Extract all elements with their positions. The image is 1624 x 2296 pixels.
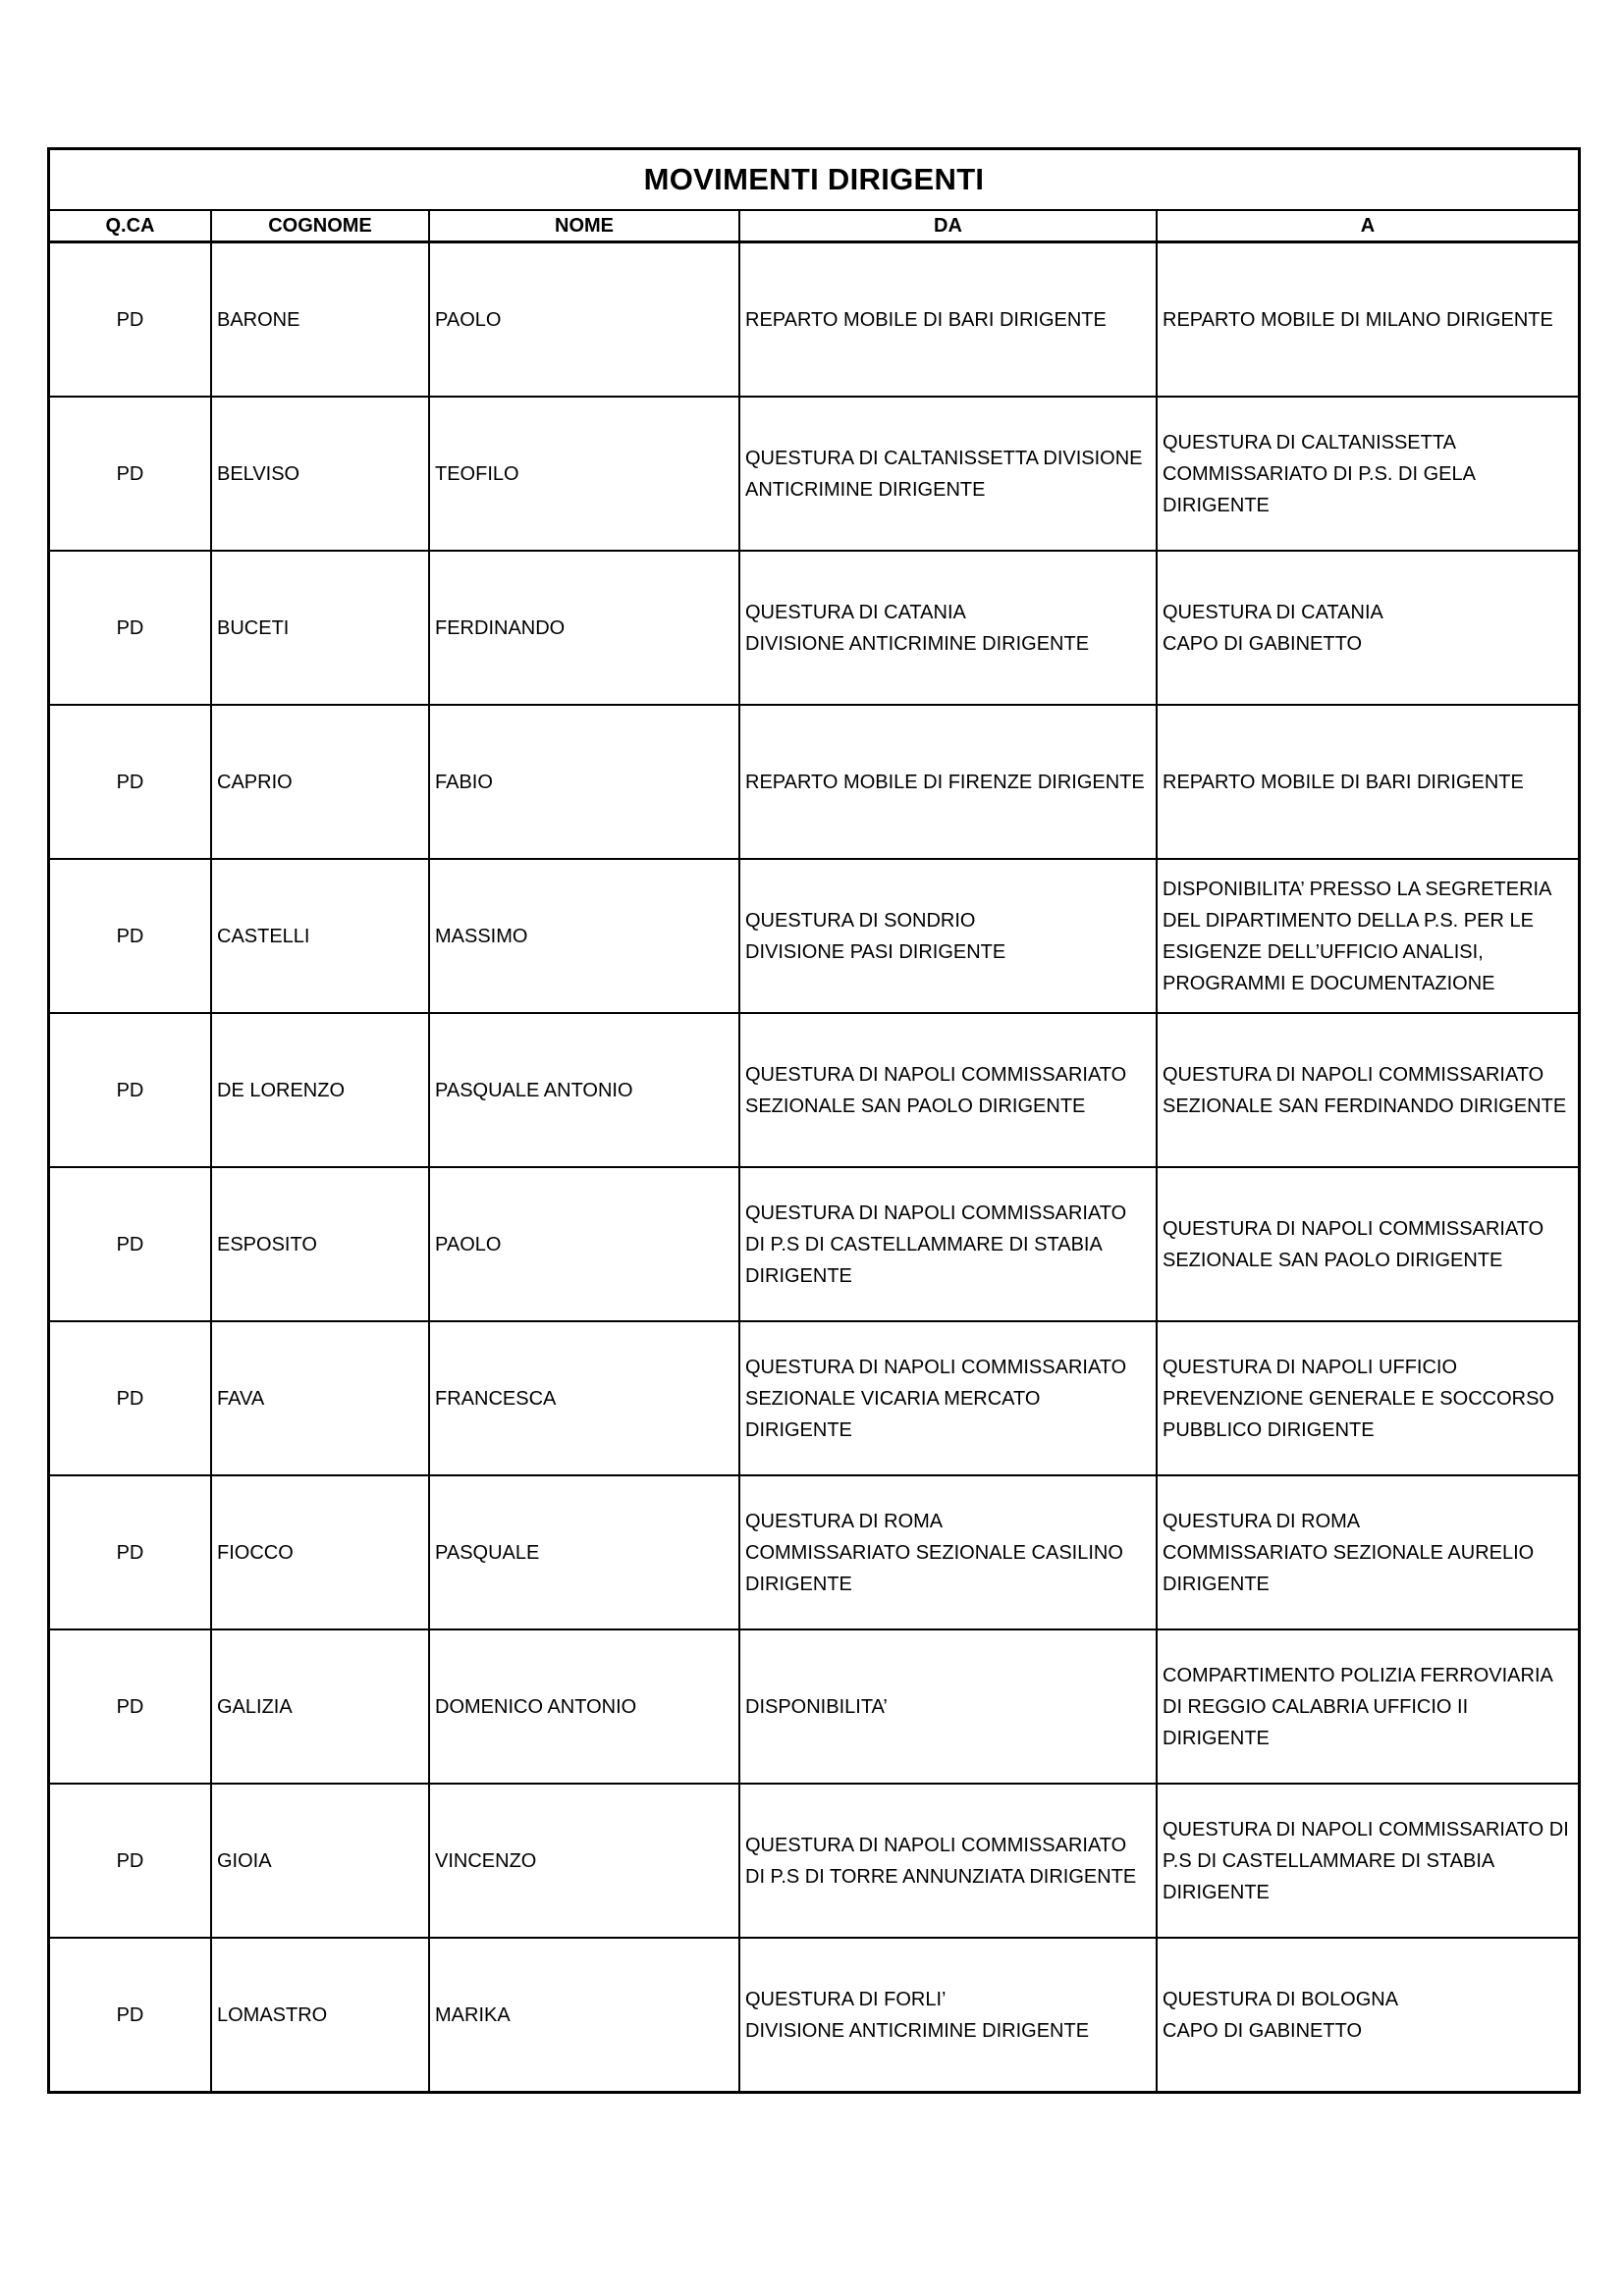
cell-qca: PD (50, 1784, 211, 1938)
cell-cognome: GALIZIA (211, 1629, 429, 1784)
column-header-a: A (1157, 211, 1578, 242)
cell-nome: PAOLO (429, 1167, 739, 1321)
cell-qca: PD (50, 705, 211, 859)
table-row (50, 1475, 1578, 1629)
cell-da: QUESTURA DI NAPOLI COMMISSARIATO SEZIONALE SAN PAOLO DIRIGENTE (739, 1013, 1157, 1167)
table-row (50, 242, 1578, 398)
cell-qca: PD (50, 1321, 211, 1475)
table-row (50, 1013, 1578, 1167)
cell-qca: PD (50, 859, 211, 1013)
cell-da: DISPONIBILITA’ (739, 1629, 1157, 1784)
cell-qca: PD (50, 1938, 211, 2091)
cell-cognome: CASTELLI (211, 859, 429, 1013)
cell-cognome: ESPOSITO (211, 1167, 429, 1321)
column-header-da: DA (739, 211, 1157, 242)
table-row (50, 1784, 1578, 1938)
cell-cognome: BUCETI (211, 551, 429, 705)
cell-nome: PASQUALE (429, 1475, 739, 1629)
cell-nome: PAOLO (429, 242, 739, 398)
cell-nome: MARIKA (429, 1938, 739, 2091)
cell-da: QUESTURA DI NAPOLI COMMISSARIATO DI P.S DI TORRE ANNUNZIATA DIRIGENTE (739, 1784, 1157, 1938)
cell-qca: PD (50, 1013, 211, 1167)
table-row (50, 1321, 1578, 1475)
cell-qca: PD (50, 397, 211, 551)
cell-a: QUESTURA DI CATANIA CAPO DI GABINETTO (1157, 551, 1578, 705)
cell-cognome: LOMASTRO (211, 1938, 429, 2091)
cell-nome: FERDINANDO (429, 551, 739, 705)
cell-da: QUESTURA DI CALTANISSETTA DIVISIONE ANTICRIMINE DIRIGENTE (739, 397, 1157, 551)
table-row (50, 1938, 1578, 2091)
document-title: MOVIMENTI DIRIGENTI (50, 150, 1578, 211)
movements-table (50, 211, 1578, 2091)
cell-a: REPARTO MOBILE DI MILANO DIRIGENTE (1157, 242, 1578, 398)
cell-da: QUESTURA DI SONDRIO DIVISIONE PASI DIRIGENTE (739, 859, 1157, 1013)
table-row (50, 551, 1578, 705)
cell-da: QUESTURA DI NAPOLI COMMISSARIATO SEZIONALE VICARIA MERCATO DIRIGENTE (739, 1321, 1157, 1475)
cell-cognome: BARONE (211, 242, 429, 398)
cell-nome: FRANCESCA (429, 1321, 739, 1475)
cell-cognome: GIOIA (211, 1784, 429, 1938)
cell-a: COMPARTIMENTO POLIZIA FERROVIARIA DI REGGIO CALABRIA UFFICIO II DIRIGENTE (1157, 1629, 1578, 1784)
table-row (50, 1629, 1578, 1784)
column-header-nome: NOME (429, 211, 739, 242)
cell-a: QUESTURA DI NAPOLI UFFICIO PREVENZIONE GENERALE E SOCCORSO PUBBLICO DIRIGENTE (1157, 1321, 1578, 1475)
cell-qca: PD (50, 1475, 211, 1629)
cell-da: QUESTURA DI CATANIA DIVISIONE ANTICRIMINE DIRIGENTE (739, 551, 1157, 705)
cell-a: QUESTURA DI NAPOLI COMMISSARIATO SEZIONALE SAN FERDINANDO DIRIGENTE (1157, 1013, 1578, 1167)
cell-cognome: BELVISO (211, 397, 429, 551)
cell-da: REPARTO MOBILE DI FIRENZE DIRIGENTE (739, 705, 1157, 859)
cell-cognome: CAPRIO (211, 705, 429, 859)
cell-a: REPARTO MOBILE DI BARI DIRIGENTE (1157, 705, 1578, 859)
cell-a: DISPONIBILITA’ PRESSO LA SEGRETERIA DEL DIPARTIMENTO DELLA P.S. PER LE ESIGENZE DELL’UFFICIO ANALISI, PROGRAMMI E DOCUMENTAZIONE (1157, 859, 1578, 1013)
cell-nome: TEOFILO (429, 397, 739, 551)
cell-qca: PD (50, 1629, 211, 1784)
cell-nome: FABIO (429, 705, 739, 859)
cell-a: QUESTURA DI NAPOLI COMMISSARIATO DI P.S DI CASTELLAMMARE DI STABIA DIRIGENTE (1157, 1784, 1578, 1938)
cell-nome: VINCENZO (429, 1784, 739, 1938)
cell-a: QUESTURA DI NAPOLI COMMISSARIATO SEZIONALE SAN PAOLO DIRIGENTE (1157, 1167, 1578, 1321)
cell-da: QUESTURA DI ROMA COMMISSARIATO SEZIONALE CASILINO DIRIGENTE (739, 1475, 1157, 1629)
table-row (50, 859, 1578, 1013)
table-header-row (50, 211, 1578, 242)
cell-a: QUESTURA DI ROMA COMMISSARIATO SEZIONALE AURELIO DIRIGENTE (1157, 1475, 1578, 1629)
cell-nome: MASSIMO (429, 859, 739, 1013)
cell-da: REPARTO MOBILE DI BARI DIRIGENTE (739, 242, 1157, 398)
cell-nome: DOMENICO ANTONIO (429, 1629, 739, 1784)
cell-cognome: FIOCCO (211, 1475, 429, 1629)
column-header-qca: Q.CA (50, 211, 211, 242)
cell-qca: PD (50, 551, 211, 705)
table-row (50, 705, 1578, 859)
cell-a: QUESTURA DI BOLOGNA CAPO DI GABINETTO (1163, 1988, 1399, 2042)
cell-cognome: FAVA (211, 1321, 429, 1475)
cell-nome: PASQUALE ANTONIO (429, 1013, 739, 1167)
table-row (50, 1167, 1578, 1321)
cell-qca: PD (50, 1167, 211, 1321)
cell-da: QUESTURA DI NAPOLI COMMISSARIATO DI P.S DI CASTELLAMMARE DI STABIA DIRIGENTE (739, 1167, 1157, 1321)
cell-qca: PD (50, 242, 211, 398)
column-header-cognome: COGNOME (211, 211, 429, 242)
table-row (50, 397, 1578, 551)
movements-table-container (47, 147, 1581, 2094)
cell-cognome: DE LORENZO (211, 1013, 429, 1167)
cell-da: QUESTURA DI FORLI’ DIVISIONE ANTICRIMINE DIRIGENTE (739, 1938, 1157, 2091)
cell-a: QUESTURA DI CALTANISSETTA COMMISSARIATO DI P.S. DI GELA DIRIGENTE (1157, 397, 1578, 551)
